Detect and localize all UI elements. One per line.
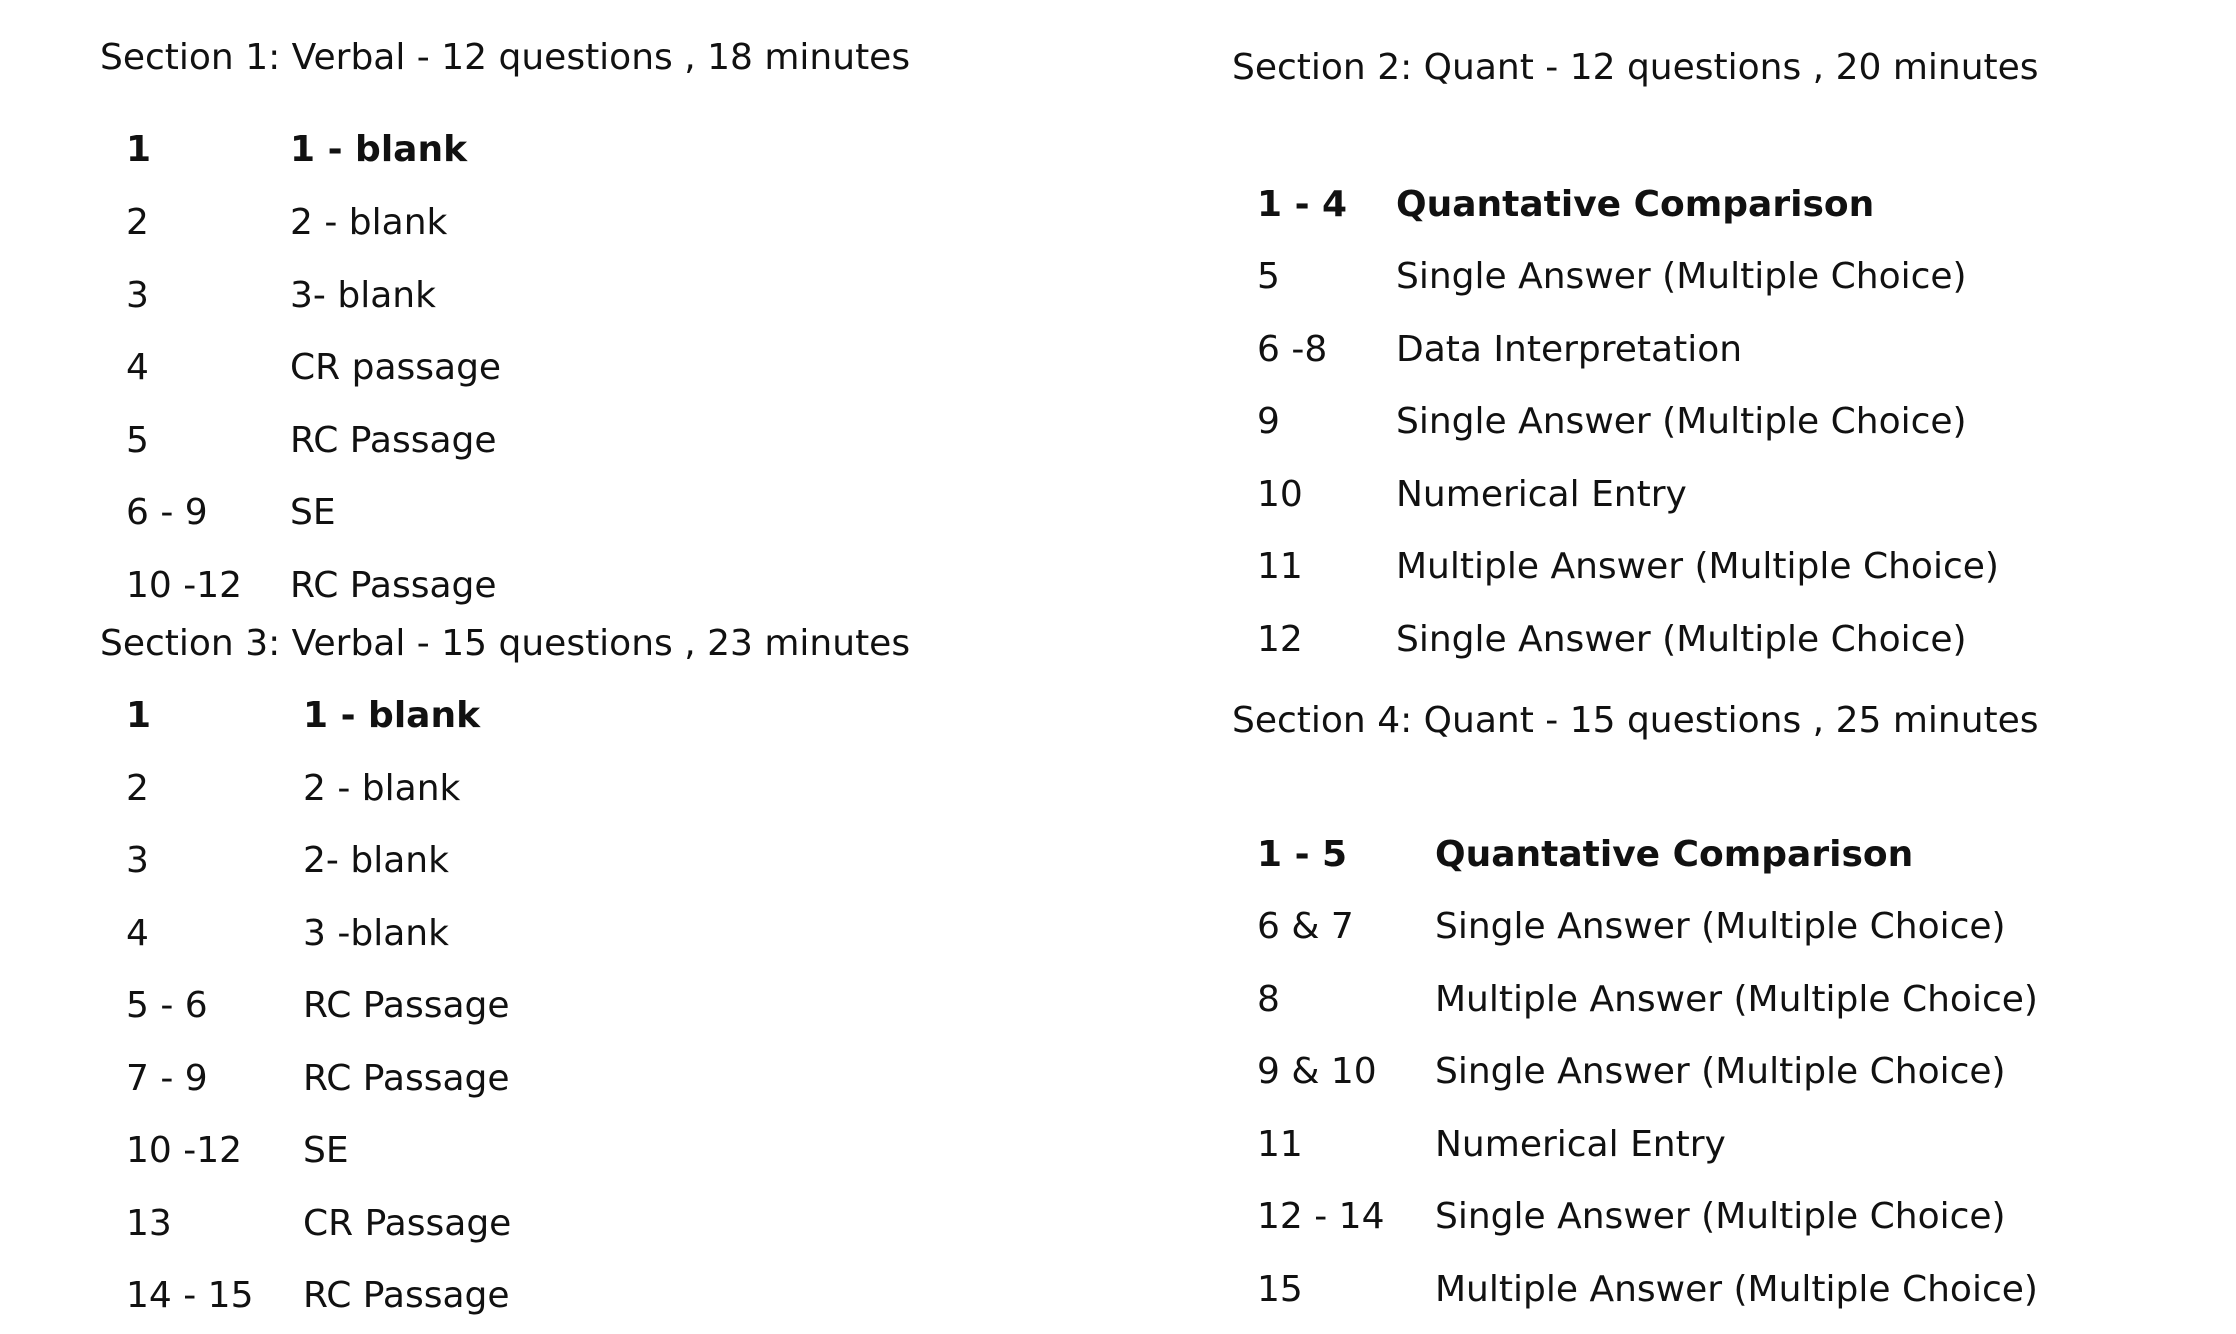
question-number: 1	[126, 129, 152, 170]
section-4-header: Section 4: Quant - 15 questions , 25 minutes	[1232, 700, 2039, 741]
question-number: 11	[1257, 546, 1303, 587]
question-number: 5	[1257, 256, 1280, 297]
question-type: RC Passage	[290, 420, 497, 461]
question-type: Single Answer (Multiple Choice)	[1396, 619, 1967, 660]
question-number: 14 - 15	[126, 1275, 254, 1316]
question-number: 9 & 10	[1257, 1051, 1377, 1092]
question-number: 7 - 9	[126, 1058, 208, 1099]
question-type: 1 - blank	[303, 695, 481, 736]
section-3-header: Section 3: Verbal - 15 questions , 23 minutes	[100, 623, 911, 664]
question-type: RC Passage	[303, 985, 510, 1026]
question-type: Quantative Comparison	[1396, 184, 1875, 225]
question-type: Single Answer (Multiple Choice)	[1435, 1196, 2006, 1237]
question-number: 4	[126, 913, 149, 954]
question-number: 3	[126, 840, 149, 881]
question-number: 12	[1257, 619, 1303, 660]
question-type: Numerical Entry	[1396, 474, 1687, 515]
question-type: Single Answer (Multiple Choice)	[1435, 1051, 2006, 1092]
question-number: 1 - 5	[1257, 834, 1348, 875]
question-number: 5	[126, 420, 149, 461]
question-type: Quantative Comparison	[1435, 834, 1914, 875]
question-number: 10 -12	[126, 1130, 243, 1171]
section-1-header: Section 1: Verbal - 12 questions , 18 minutes	[100, 37, 911, 78]
question-number: 13	[126, 1203, 172, 1244]
question-type: 3- blank	[290, 275, 436, 316]
question-type: RC Passage	[303, 1275, 510, 1316]
question-type: 2 - blank	[290, 202, 448, 243]
question-number: 4	[126, 347, 149, 388]
question-type: Single Answer (Multiple Choice)	[1435, 906, 2006, 947]
question-number: 8	[1257, 979, 1280, 1020]
question-type: Multiple Answer (Multiple Choice)	[1396, 546, 1999, 587]
question-number: 1	[126, 695, 152, 736]
question-type: Numerical Entry	[1435, 1124, 1726, 1165]
question-number: 6 & 7	[1257, 906, 1354, 947]
question-number: 11	[1257, 1124, 1303, 1165]
question-type: SE	[303, 1130, 349, 1171]
question-type: RC Passage	[290, 565, 497, 606]
question-type: Single Answer (Multiple Choice)	[1396, 401, 1967, 442]
question-number: 6 -8	[1257, 329, 1328, 370]
question-type: Multiple Answer (Multiple Choice)	[1435, 979, 2038, 1020]
question-type: RC Passage	[303, 1058, 510, 1099]
question-number: 15	[1257, 1269, 1303, 1310]
question-type: 2- blank	[303, 840, 449, 881]
question-type: SE	[290, 492, 336, 533]
question-type: Single Answer (Multiple Choice)	[1396, 256, 1967, 297]
question-type: 2 - blank	[303, 768, 461, 809]
question-number: 5 - 6	[126, 985, 208, 1026]
question-type: 1 - blank	[290, 129, 468, 170]
question-number: 10 -12	[126, 565, 243, 606]
question-type: 3 -blank	[303, 913, 449, 954]
question-type: Data Interpretation	[1396, 329, 1743, 370]
question-number: 1 - 4	[1257, 184, 1348, 225]
question-type: CR passage	[290, 347, 502, 388]
question-number: 12 - 14	[1257, 1196, 1385, 1237]
question-number: 2	[126, 202, 149, 243]
section-2-header: Section 2: Quant - 12 questions , 20 minutes	[1232, 47, 2039, 88]
question-number: 2	[126, 768, 149, 809]
question-number: 9	[1257, 401, 1280, 442]
question-type: Multiple Answer (Multiple Choice)	[1435, 1269, 2038, 1310]
question-number: 6 - 9	[126, 492, 208, 533]
question-type: CR Passage	[303, 1203, 512, 1244]
question-number: 10	[1257, 474, 1303, 515]
question-number: 3	[126, 275, 149, 316]
